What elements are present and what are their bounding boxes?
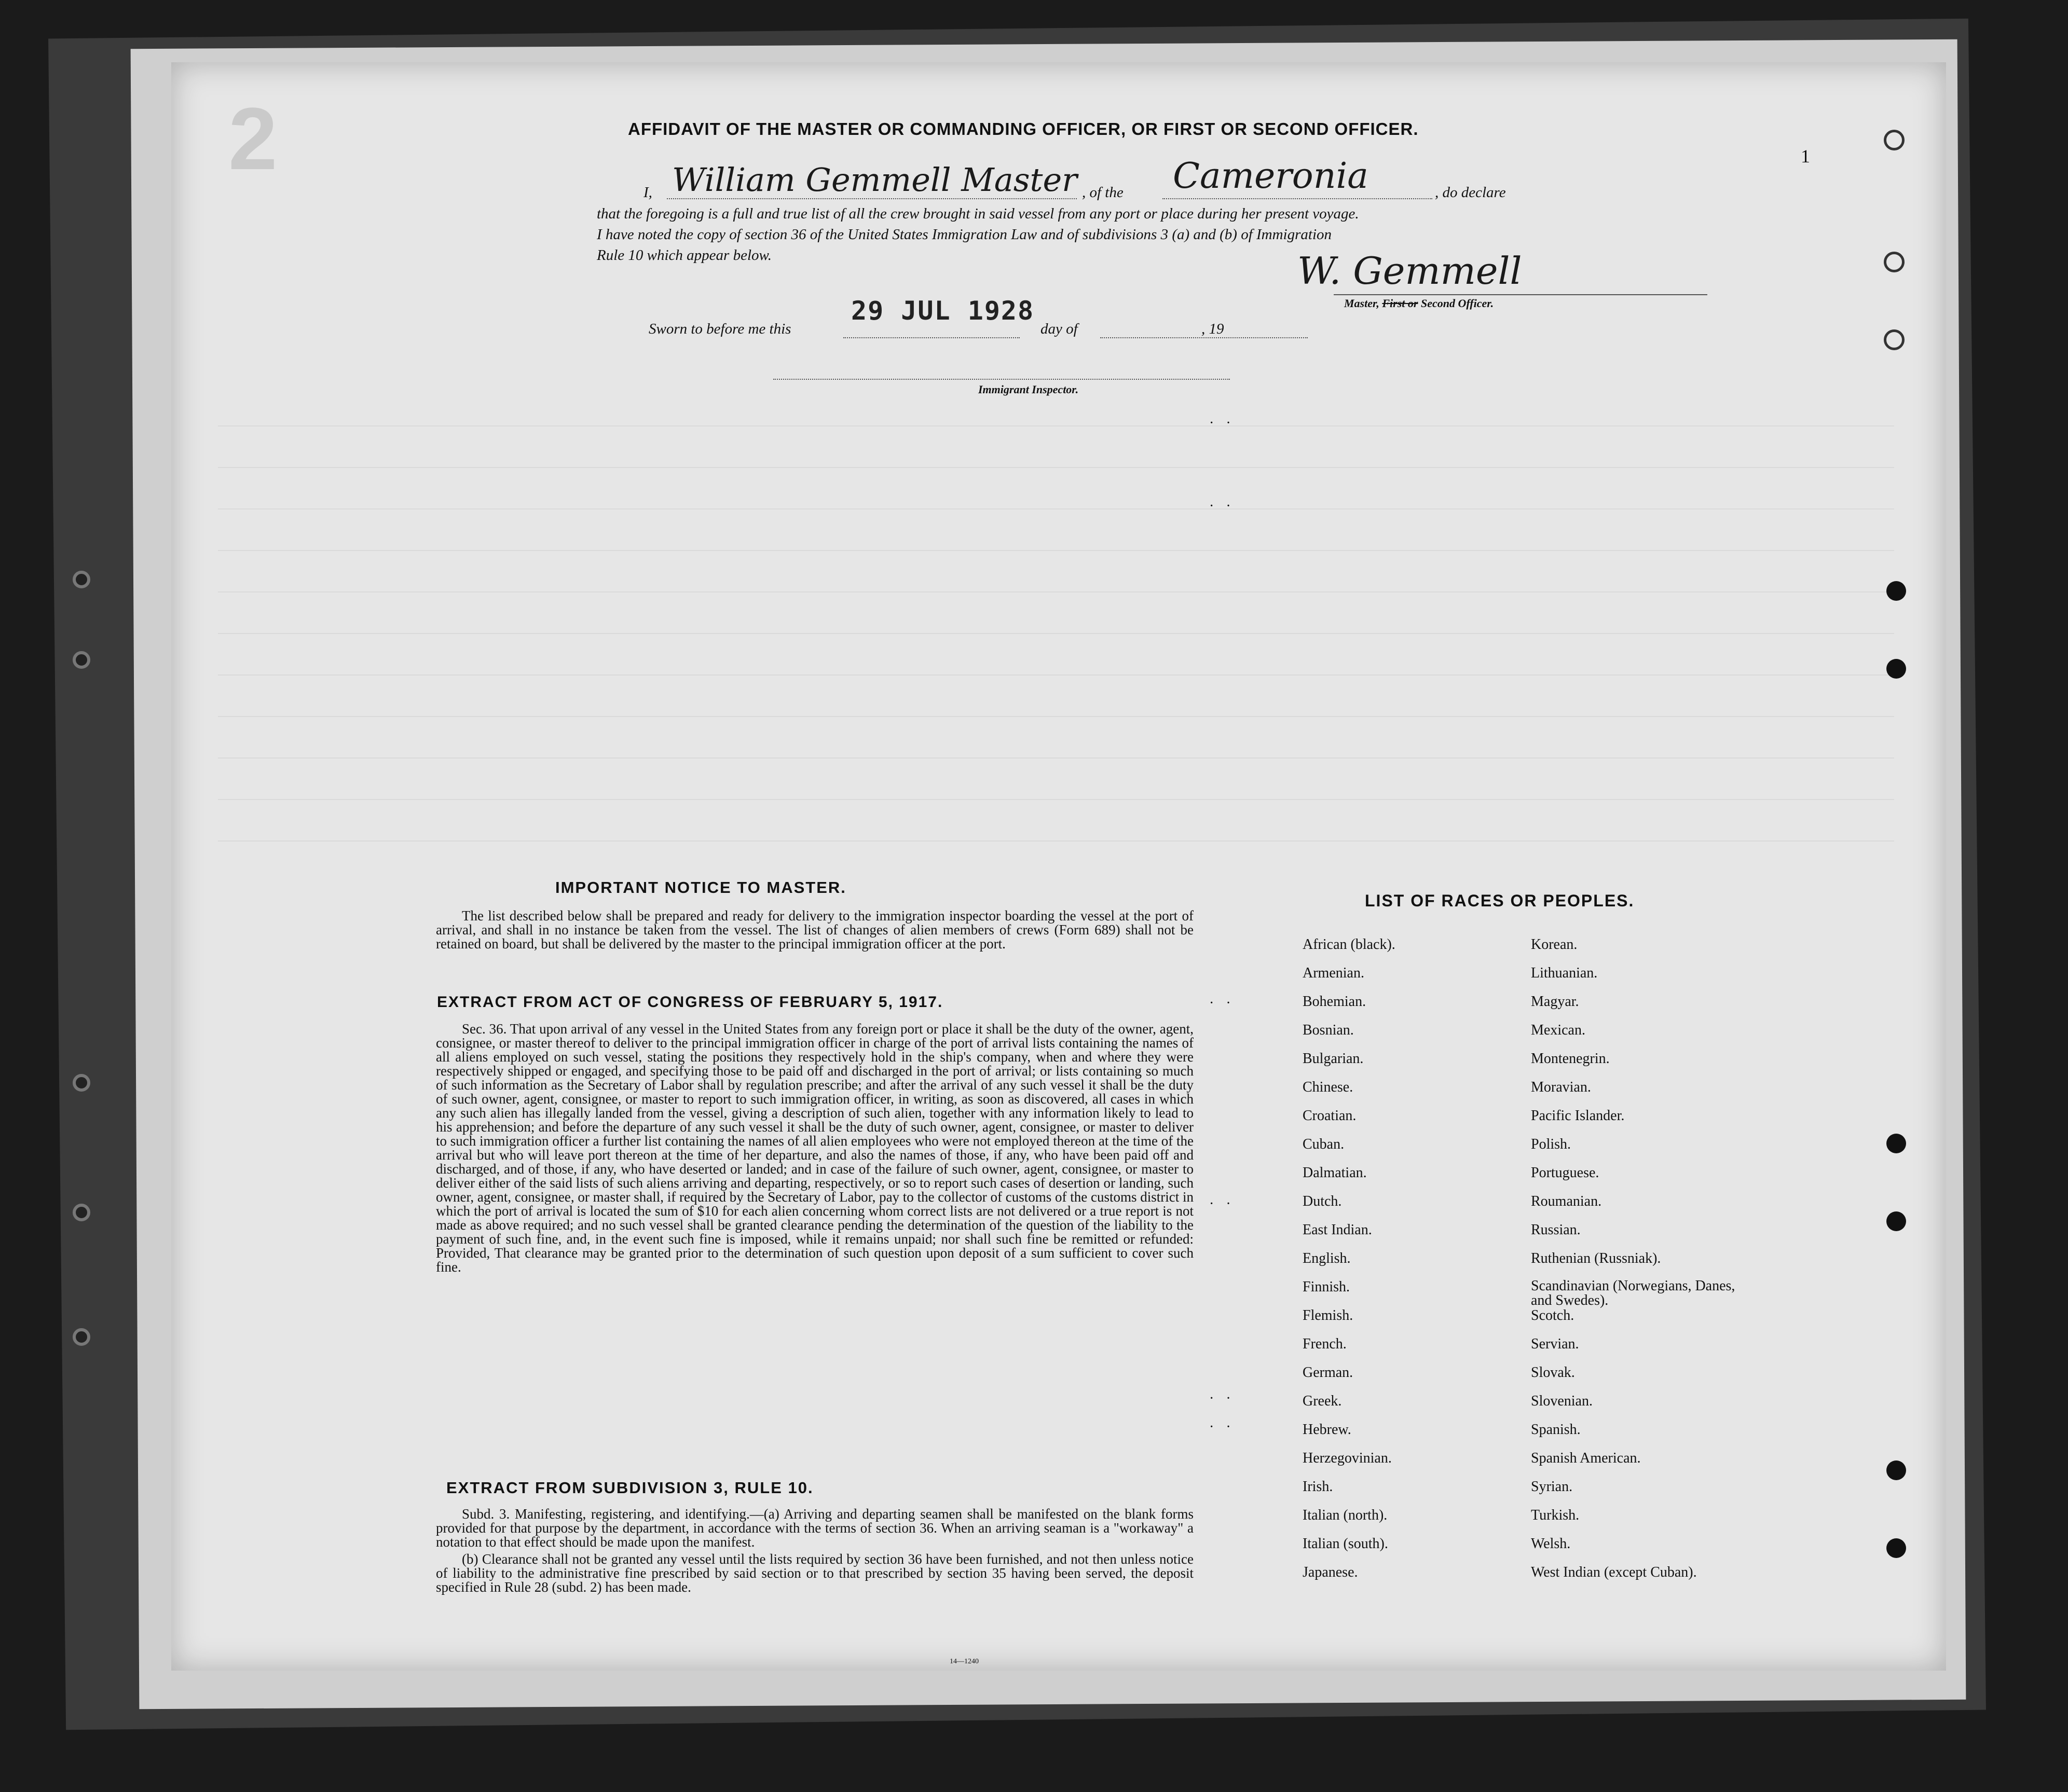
punch-hole xyxy=(1884,252,1905,272)
race-item: Japanese. xyxy=(1303,1564,1358,1580)
extract-1-paragraph: Sec. 36. That upon arrival of any vessel in the United States from any foreign port or place it shall be the duty of the owner, agent, consignee, or master thereof to deliver to the principal immigration officer in charge of the port of arrival lists containing the names of all aliens employed on such vessel, stating the positions they respectively hold in the ship's company, when and where they were respectively shipped or engaged, and specifying those to be paid off and discharged in the port of arrival; or lists containing so much of such information as the Secretary of Labor shall by regulation prescribe; and after the arrival of any such vessel it shall be the duty of such owner, agent, consignee, or master to report to such immigration officer, in writing, as soon as discovered, all cases in which any such alien has illegally landed from the vessel, giving a description of such alien, together with any information likely to lead to his apprehension; and before the departure of any such vessel it shall be the duty of such owner, agent, consignee, or master to deliver to such immigration officer a further list containing the names of all alien employees who were not employed thereon at the time of the arrival but who will leave port thereon at the time of her departure, and also the names of those, if any, who have been paid off and discharged, and of those, if any, who have deserted or landed; and in case of the failure of such owner, agent, consignee, or master to deliver either of the said lists of such aliens arriving and departing, respectively, or so to report such cases of desertion or landing, such owner, agent, consignee, or master shall, if required by the Secretary of Labor, pay to the collector of customs of the customs district in which the port of arrival is located the sum of $10 for each alien concerning whom correct lists are not delivered or a true report is not made as above required; and no such vessel shall be granted clearance pending the determination of the question of the liability to the payment of such fine, and, in the event such fine is imposed, while it remains unpaid; nor shall such fine be remitted or refunded: Provided, That clearance may be granted prior to the determination of such question upon deposit of a sum sufficient to cover such fine. xyxy=(436,1021,1194,1275)
punch-hole xyxy=(1886,659,1906,679)
race-item: Scotch. xyxy=(1531,1307,1574,1324)
signature-caption-struck: First or xyxy=(1382,297,1418,310)
race-item: Korean. xyxy=(1531,936,1578,953)
page-number: 1 xyxy=(1801,146,1810,167)
signature-caption-suffix: Second Officer. xyxy=(1418,297,1494,310)
signature-caption-prefix: Master, xyxy=(1344,297,1382,310)
dot-mark: · · xyxy=(1209,995,1235,1011)
race-item: Magyar. xyxy=(1531,994,1579,1010)
race-item: Welsh. xyxy=(1531,1536,1571,1552)
race-item: English. xyxy=(1303,1250,1351,1266)
race-item: Spanish American. xyxy=(1531,1450,1641,1466)
race-item: French. xyxy=(1303,1336,1347,1352)
extract-2-body xyxy=(436,1507,1194,1597)
bleed-through-rule xyxy=(218,550,1894,551)
year-label: , 19 xyxy=(1201,321,1224,337)
binder-hole xyxy=(73,1204,90,1221)
bleed-through-rule xyxy=(218,840,1894,842)
race-item: Spanish. xyxy=(1531,1422,1581,1438)
race-item: Armenian. xyxy=(1303,965,1364,981)
race-item: Moravian. xyxy=(1531,1079,1591,1095)
bleed-through-rule xyxy=(218,467,1894,468)
bleed-through-rule xyxy=(218,716,1894,717)
dot-mark: · · xyxy=(1209,498,1235,514)
race-item: Chinese. xyxy=(1303,1079,1353,1095)
punch-hole xyxy=(1886,1211,1906,1231)
bleed-through-rule xyxy=(218,591,1894,592)
extract-1-title: EXTRACT FROM ACT OF CONGRESS OF FEBRUARY 5, 1917. xyxy=(437,994,943,1011)
race-item: Syrian. xyxy=(1531,1479,1573,1495)
race-item: Bosnian. xyxy=(1303,1022,1354,1038)
punch-hole xyxy=(1884,130,1905,150)
affidavit-line-3: I have noted the copy of section 36 of the United States Immigration Law and of subdivisions 3 (a) and (b) of Immigration xyxy=(597,226,1332,243)
bleed-through-rule xyxy=(218,757,1894,759)
dot-mark: · · xyxy=(1209,415,1235,431)
of-the-label: , of the xyxy=(1082,184,1124,201)
inspector-line xyxy=(773,379,1230,380)
race-item: Bulgarian. xyxy=(1303,1051,1364,1067)
races-title: LIST OF RACES OR PEOPLES. xyxy=(1365,891,1635,910)
master-name-handwritten: William Gemmell Master xyxy=(672,161,1077,199)
sworn-label: Sworn to before me this xyxy=(649,321,791,337)
race-item: Flemish. xyxy=(1303,1307,1353,1324)
race-item: East Indian. xyxy=(1303,1222,1372,1238)
punch-hole xyxy=(1886,1134,1906,1153)
extract-1-body xyxy=(436,1022,1194,1277)
affidavit-title: AFFIDAVIT OF THE MASTER OR COMMANDING OFFICER, OR FIRST OR SECOND OFFICER. xyxy=(628,119,1419,139)
race-item: Scandinavian (Norwegians, Danes, and Swedes). xyxy=(1531,1278,1735,1308)
dot-mark: · · xyxy=(1209,1419,1235,1435)
binder-hole xyxy=(73,571,90,588)
race-item: Pacific Islander. xyxy=(1531,1108,1625,1124)
race-item: Croatian. xyxy=(1303,1108,1357,1124)
affidavit-line-4: Rule 10 which appear below. xyxy=(597,247,772,264)
race-item: Italian (north). xyxy=(1303,1507,1388,1523)
race-item: Finnish. xyxy=(1303,1279,1350,1295)
race-item: Mexican. xyxy=(1531,1022,1585,1038)
punch-hole xyxy=(1884,329,1905,350)
bleed-through-rule xyxy=(218,633,1894,634)
race-item: Greek. xyxy=(1303,1393,1342,1409)
race-item: West Indian (except Cuban). xyxy=(1531,1564,1697,1580)
punch-hole xyxy=(1886,1538,1906,1558)
bleed-through-page-mark: 2 xyxy=(228,90,278,188)
race-item: Slovenian. xyxy=(1531,1393,1593,1409)
day-of-label: day of xyxy=(1040,321,1078,337)
bleed-through-rule xyxy=(218,799,1894,800)
race-item: Montenegrin. xyxy=(1531,1051,1610,1067)
race-item: Bohemian. xyxy=(1303,994,1366,1010)
race-item: Servian. xyxy=(1531,1336,1579,1352)
extract-2-paragraph-b: (b) Clearance shall not be granted any vessel until the lists required by section 36 have been furnished, and not then unless notice of liability to the administrative fine prescribed by said section or to that prescribed by section 35 having been served, the deposit specified in Rule 28 (subd. 2) has been made. xyxy=(436,1551,1194,1595)
bleed-through-rule xyxy=(218,425,1894,426)
signature-handwritten: W. Gemmell xyxy=(1297,249,1522,293)
vessel-name-handwritten: Cameronia xyxy=(1173,156,1368,197)
signature-line xyxy=(1334,294,1707,295)
race-item: Dalmatian. xyxy=(1303,1165,1367,1181)
race-item: African (black). xyxy=(1303,936,1395,953)
race-item: Herzegovinian. xyxy=(1303,1450,1392,1466)
manifest-page xyxy=(171,62,1946,1671)
race-item: Turkish. xyxy=(1531,1507,1580,1523)
extract-2-paragraph-a: Subd. 3. Manifesting, registering, and identifying.—(a) Arriving and departing seamen shall be manifested on the blank forms provided for that purpose by the department, in accordance with the terms of section 36. When an arriving seaman is a "workaway" a notation to that effect should be made upon the manifest. xyxy=(436,1506,1194,1550)
race-item: Ruthenian (Russniak). xyxy=(1531,1250,1661,1266)
notice-body xyxy=(436,909,1194,954)
race-item: Irish. xyxy=(1303,1479,1333,1495)
inspector-label: Immigrant Inspector. xyxy=(978,383,1079,396)
dot-mark: · · xyxy=(1209,1196,1235,1212)
race-item: Italian (south). xyxy=(1303,1536,1388,1552)
race-item: Slovak. xyxy=(1531,1364,1575,1381)
binder-hole xyxy=(73,651,90,669)
race-item: Lithuanian. xyxy=(1531,965,1598,981)
race-item: Portuguese. xyxy=(1531,1165,1599,1181)
punch-hole xyxy=(1886,581,1906,601)
vessel-line xyxy=(1162,198,1432,199)
dot-mark: · · xyxy=(1209,1390,1235,1407)
i-label: I, xyxy=(643,184,652,201)
bleed-through-rule xyxy=(218,674,1894,676)
race-item: Russian. xyxy=(1531,1222,1581,1238)
affidavit-line-2: that the foregoing is a full and true list of all the crew brought in said vessel from any port or place during her present voyage. xyxy=(597,205,1359,222)
race-item: German. xyxy=(1303,1364,1353,1381)
race-item: Polish. xyxy=(1531,1136,1571,1152)
notice-paragraph: The list described below shall be prepared and ready for delivery to the immigration inspector boarding the vessel at the port of arrival, and shall in no instance be taken from the vessel. The list of changes of alien members of crews (Form 689) shall not be retained on board, but shall be delivered by the master to the principal immigration officer at the port. xyxy=(436,908,1194,952)
race-item: Roumanian. xyxy=(1531,1193,1602,1209)
bleed-through-rule xyxy=(218,508,1894,509)
punch-hole xyxy=(1886,1460,1906,1480)
extract-2-title: EXTRACT FROM SUBDIVISION 3, RULE 10. xyxy=(446,1479,814,1497)
date-stamp: 29 JUL 1928 xyxy=(851,296,1035,326)
binder-hole xyxy=(73,1074,90,1092)
form-number: 14—1240 xyxy=(950,1658,979,1665)
sworn-day-line xyxy=(843,337,1020,338)
race-item: Hebrew. xyxy=(1303,1422,1351,1438)
do-declare-label: , do declare xyxy=(1435,184,1506,201)
race-item: Cuban. xyxy=(1303,1136,1345,1152)
binder-hole xyxy=(73,1328,90,1346)
notice-title: IMPORTANT NOTICE TO MASTER. xyxy=(555,878,846,897)
race-item: Dutch. xyxy=(1303,1193,1342,1209)
signature-caption xyxy=(1344,297,1494,310)
